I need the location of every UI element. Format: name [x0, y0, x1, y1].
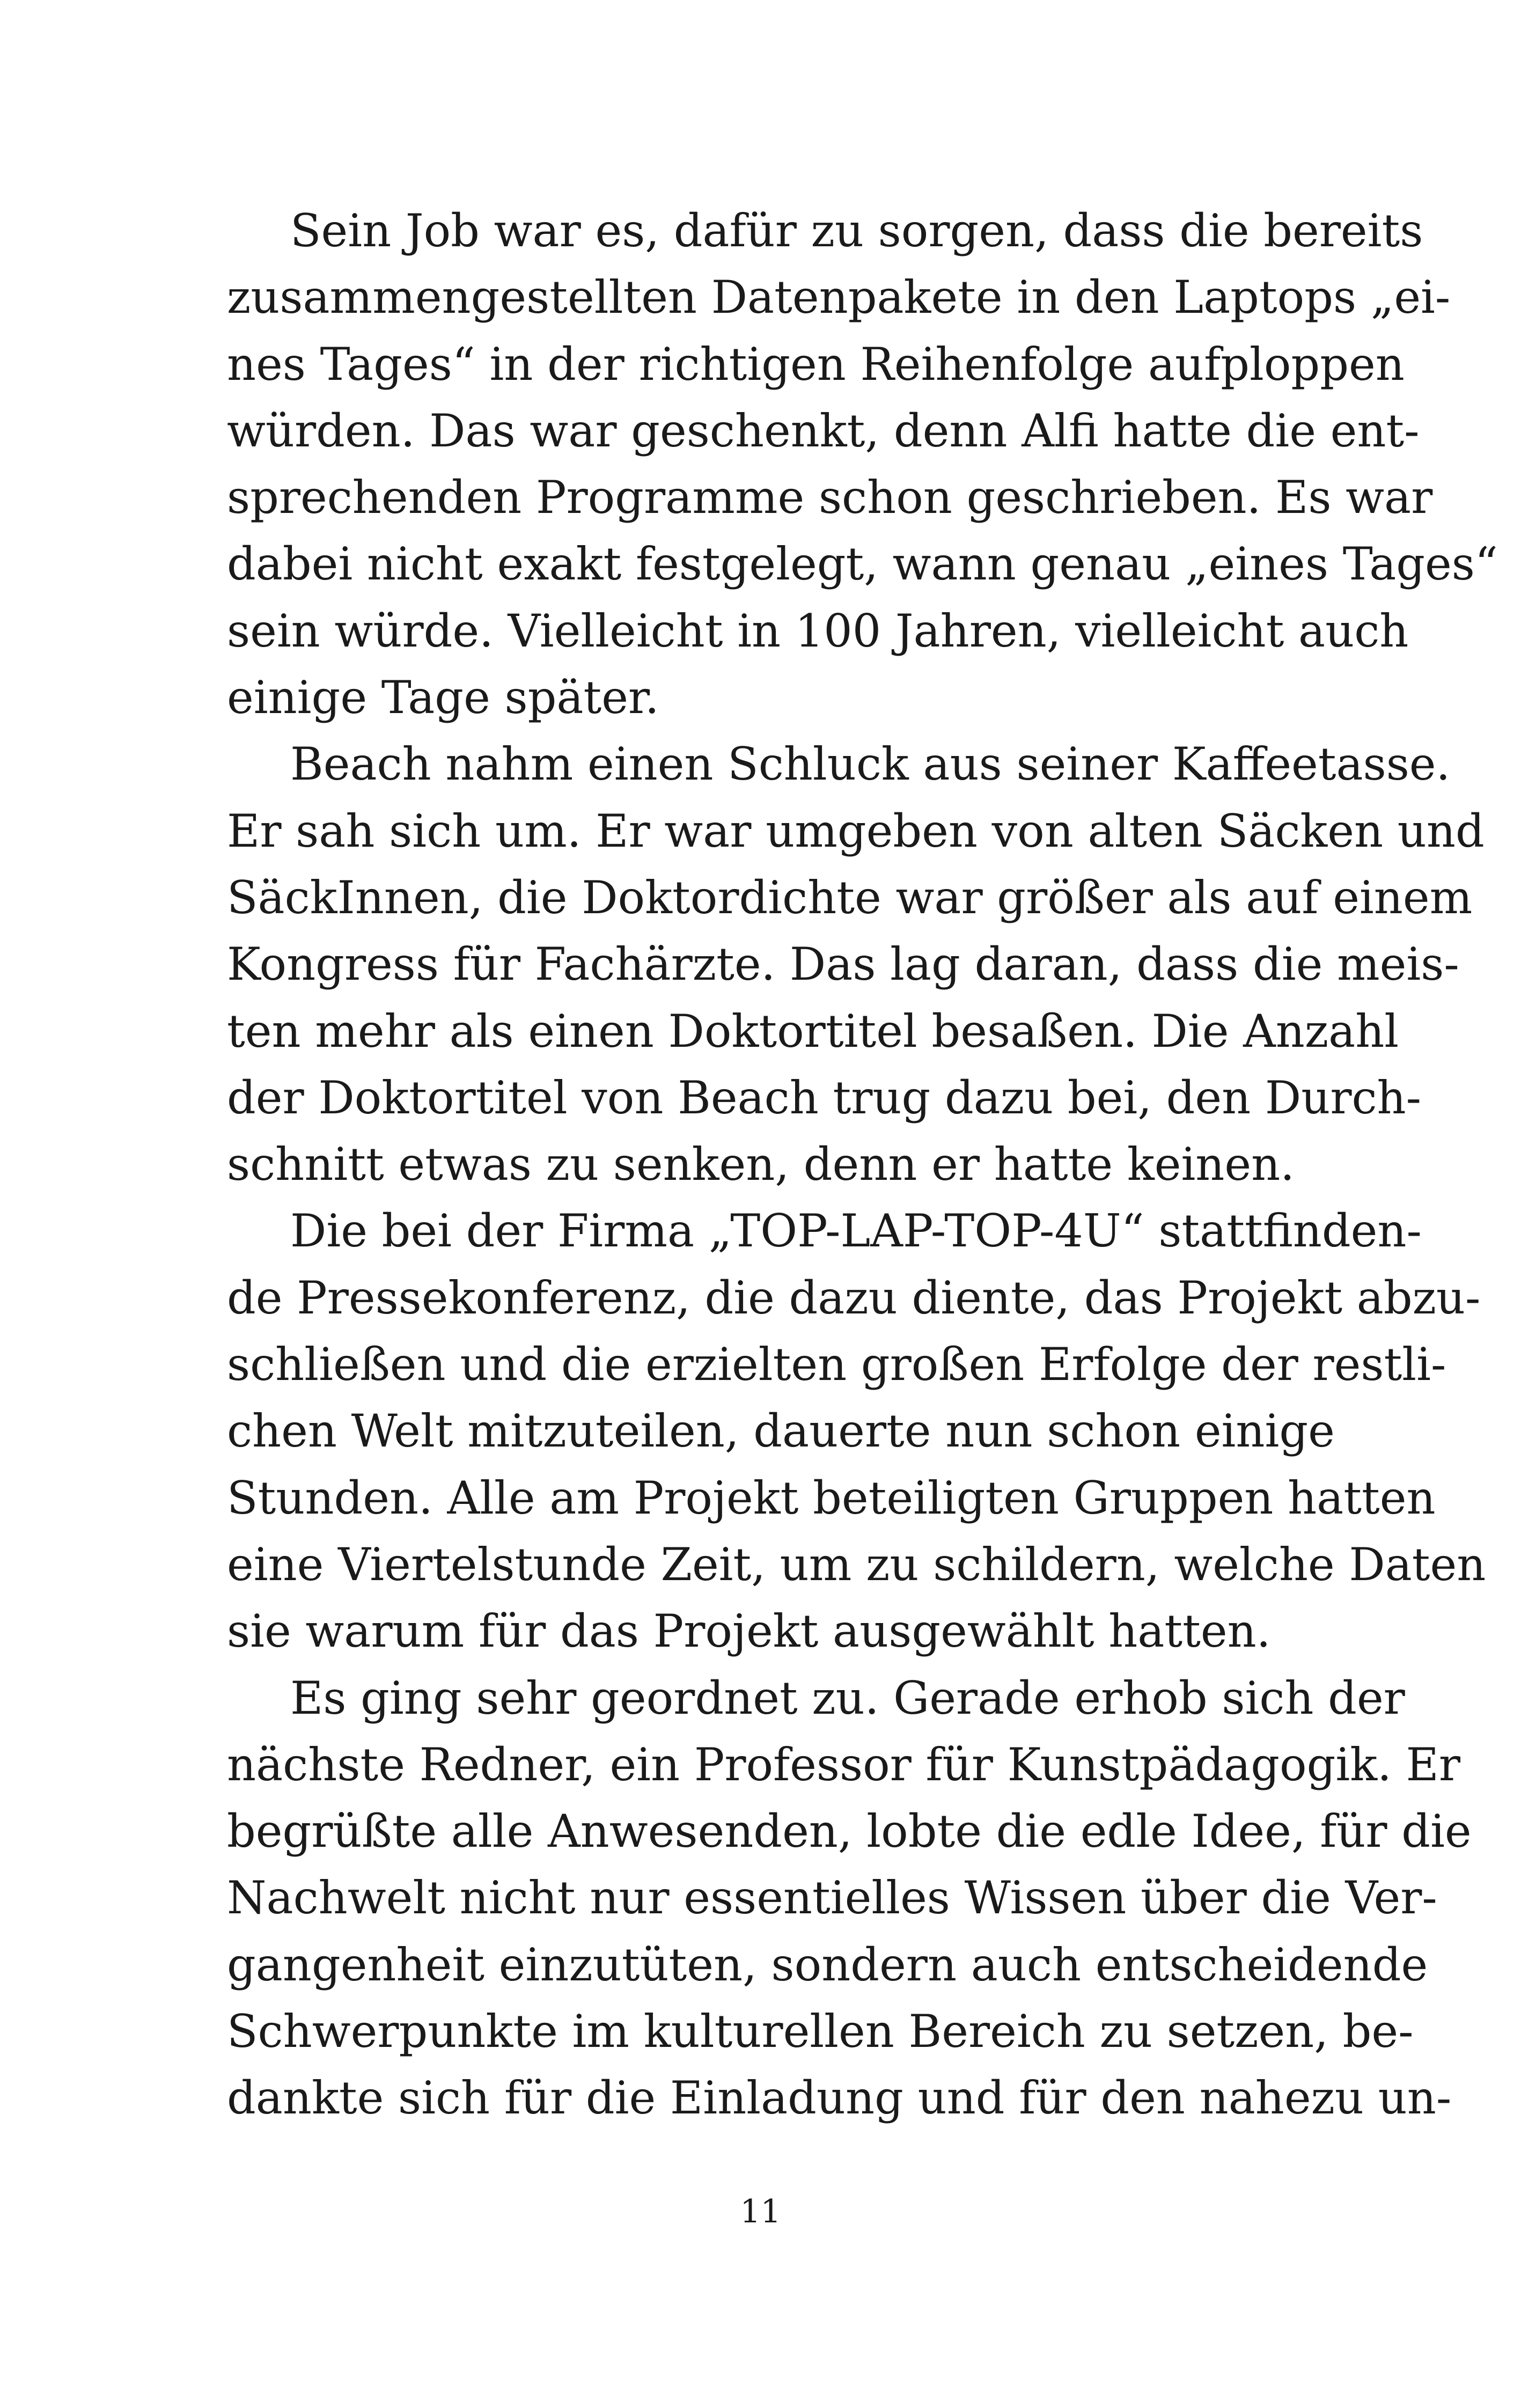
text-line: zusammengestellten Datenpakete in den Laptops „ei- — [227, 271, 1451, 324]
text-line: ten mehr als einen Doktortitel besaßen. Die Anzahl — [227, 1004, 1399, 1058]
text-line: sie warum für das Projekt ausgewählt hatten. — [227, 1605, 1271, 1658]
text-line: SäckInnen, die Doktordichte war größer als auf einem — [227, 871, 1473, 924]
paragraph-1 — [227, 197, 1498, 731]
text-line: einige Tage später. — [227, 671, 659, 724]
paragraph-3 — [227, 1198, 1486, 1664]
text-line: Es ging sehr geordnet zu. Gerade erhob sich der — [290, 1671, 1405, 1724]
text-line: nächste Redner, ein Professor für Kunstpädagogik. Er — [227, 1738, 1461, 1791]
text-line: schließen und die erzielten großen Erfolge der restli- — [227, 1338, 1446, 1391]
text-line: de Pressekonferenz, die dazu diente, das Projekt abzu- — [227, 1271, 1481, 1324]
text-line: sprechenden Programme schon geschrieben. Es war — [227, 471, 1433, 524]
text-line: dabei nicht exakt festgelegt, wann genau „eines Tages“ — [227, 538, 1498, 591]
text-line: sein würde. Vielleicht in 100 Jahren, vielleicht auch — [227, 604, 1409, 657]
text-line: Er sah sich um. Er war umgeben von alten Säcken und — [227, 804, 1485, 857]
text-line: würden. Das war geschenkt, denn Alfi hatte die ent- — [227, 404, 1420, 457]
text-line: begrüßte alle Anwesenden, lobte die edle Idee, für die — [227, 1805, 1472, 1858]
text-line: nes Tages“ in der richtigen Reihenfolge aufploppen — [227, 337, 1405, 391]
text-line: Kongress für Fachärzte. Das lag daran, dass die meis- — [227, 938, 1459, 991]
text-line: Schwerpunkte im kulturellen Bereich zu setzen, be- — [227, 2005, 1414, 2058]
text-line: Stunden. Alle am Projekt beteiligten Gruppen hatten — [227, 1471, 1436, 1524]
text-line: dankte sich für die Einladung und für den nahezu un- — [227, 2072, 1452, 2125]
body-text — [227, 197, 1498, 2132]
text-line: Sein Job war es, dafür zu sorgen, dass die bereits — [290, 204, 1423, 257]
paragraph-2 — [227, 731, 1485, 1198]
text-line: Beach nahm einen Schluck aus seiner Kaffeetasse. — [290, 738, 1451, 791]
text-line: Die bei der Firma „TOP-LAP-TOP-4U“ stattfinden- — [290, 1205, 1422, 1258]
text-line: Nachwelt nicht nur essentielles Wissen über die Ver- — [227, 1871, 1437, 1925]
text-line: eine Viertelstunde Zeit, um zu schildern, welche Daten — [227, 1538, 1486, 1591]
paragraph-4 — [227, 1665, 1472, 2132]
page-number: 11 — [740, 2193, 781, 2230]
text-line: chen Welt mitzuteilen, dauerte nun schon einige — [227, 1405, 1335, 1458]
text-line: schnitt etwas zu senken, denn er hatte keinen. — [227, 1138, 1295, 1191]
text-line: der Doktortitel von Beach trug dazu bei, den Durch- — [227, 1071, 1422, 1124]
text-line: gangenheit einzutüten, sondern auch entscheidende — [227, 1938, 1428, 1991]
